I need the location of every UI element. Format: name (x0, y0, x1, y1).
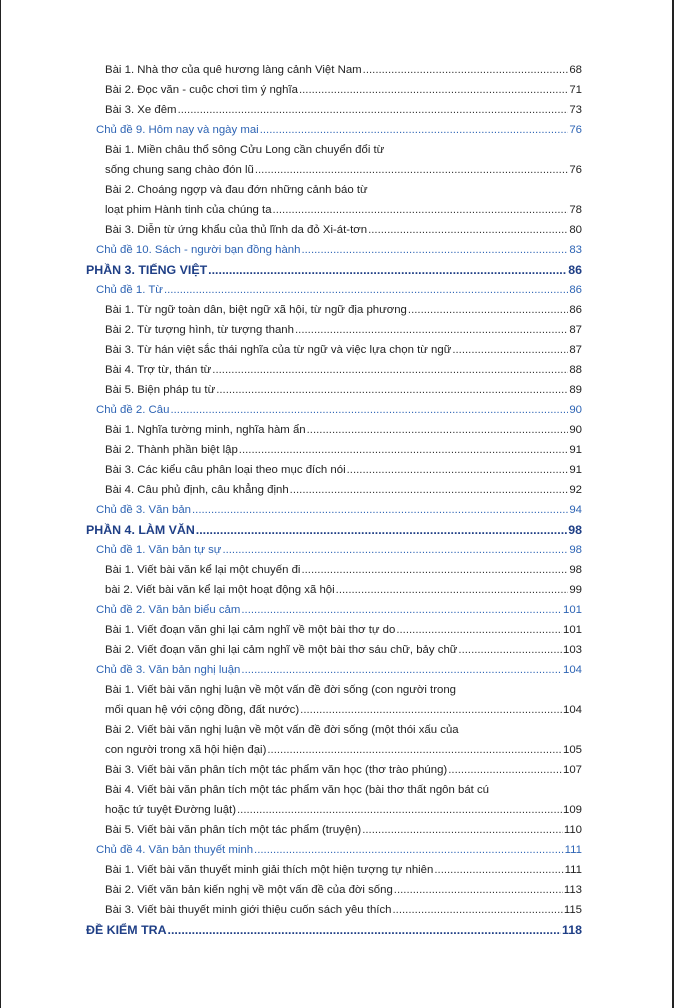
toc-part-row (86, 260, 582, 280)
toc-lesson-row (86, 80, 582, 100)
toc-page-number: 115 (563, 904, 582, 916)
toc-page-number: 101 (562, 624, 582, 636)
toc-entry-title: Bài 3. Viết bài văn phân tích một tác phẩm văn học (thơ trào phúng) (105, 764, 448, 776)
dot-leader (452, 340, 568, 360)
toc-page-number: 73 (569, 104, 582, 116)
toc-entry-title: Bài 3. Từ hán việt sắc thái nghĩa của từ ngữ và việc lựa chọn từ ngữ (105, 344, 452, 356)
toc-entry-title: Chủ đề 2. Câu (96, 404, 170, 416)
toc-entry-title: Bài 1. Viết bài văn nghị luận về một vấn đề đời sống (con người trong (105, 684, 456, 696)
toc-part-row (86, 920, 582, 940)
dot-leader (290, 480, 569, 500)
toc-topic-row (86, 600, 582, 620)
toc-lesson-row (86, 760, 582, 780)
dot-leader (301, 240, 568, 260)
dot-leader (299, 80, 568, 100)
dot-leader (363, 60, 569, 80)
toc-entry-title: Chủ đề 9. Hôm nay và ngày mai (96, 124, 259, 136)
toc-entry-title: Bài 1. Viết đoạn văn ghi lại cảm nghĩ về một bài thơ tự do (105, 624, 396, 636)
dot-leader (212, 360, 568, 380)
toc-page-number: 109 (562, 804, 582, 816)
toc-topic-row (86, 840, 582, 860)
toc-entry-title: hoặc tứ tuyệt Đường luật) (105, 804, 236, 816)
toc-entry-title: loạt phim Hành tinh của chúng ta (105, 204, 272, 216)
dot-leader (336, 580, 569, 600)
dot-leader (241, 660, 562, 680)
toc-lesson-row (86, 880, 582, 900)
toc-lesson-row (86, 800, 582, 820)
toc-page-number: 88 (569, 364, 582, 376)
toc-cont-row (86, 180, 582, 200)
toc-entry-title: PHẦN 3. TIẾNG VIỆT (86, 263, 208, 277)
toc-lesson-row (86, 200, 582, 220)
dot-leader (307, 420, 569, 440)
toc-page-number: 83 (569, 244, 582, 256)
toc-page-number: 86 (568, 263, 582, 277)
toc-page-number: 98 (569, 564, 582, 576)
dot-leader (396, 620, 562, 640)
toc-lesson-row (86, 340, 582, 360)
toc-page-number: 113 (563, 884, 582, 896)
toc-topic-row (86, 240, 582, 260)
dot-leader (237, 800, 562, 820)
toc-lesson-row (86, 380, 582, 400)
dot-leader (394, 880, 563, 900)
toc-entry-title: bài 2. Viết bài văn kể lại một hoạt động xã hội (105, 584, 335, 596)
toc-page-number: 110 (563, 824, 582, 836)
toc-page-number: 89 (569, 384, 582, 396)
toc-entry-title: Chủ đề 1. Văn bản tự sự (96, 544, 222, 556)
toc-entry-title: Bài 1. Nhà thơ của quê hương làng cảnh Việt Nam (105, 64, 362, 76)
dot-leader (168, 920, 561, 940)
toc-page-number: 101 (562, 604, 582, 616)
toc-page-number: 90 (569, 404, 582, 416)
toc-lesson-row (86, 740, 582, 760)
toc-entry-title: Bài 2. Choáng ngợp và đau đớn những cảnh báo từ (105, 184, 368, 196)
toc-page-number: 118 (562, 923, 582, 937)
dot-leader (241, 600, 562, 620)
dot-leader (368, 220, 568, 240)
dot-leader (192, 500, 568, 520)
toc-page-number: 76 (569, 124, 582, 136)
toc-entry-title: mối quan hệ với cộng đồng, đất nước) (105, 704, 300, 716)
toc-topic-row (86, 540, 582, 560)
dot-leader (448, 760, 562, 780)
toc-entry-title: Chủ đề 4. Văn bản thuyết minh (96, 844, 254, 856)
toc-page-number: 68 (569, 64, 582, 76)
toc-page-number: 86 (569, 284, 582, 296)
toc-page-number: 87 (569, 324, 582, 336)
toc-entry-title: Bài 1. Miền châu thổ sông Cửu Long cần chuyển đổi từ (105, 144, 385, 156)
toc-entry-title: Bài 3. Các kiểu câu phân loại theo mục đích nói (105, 464, 346, 476)
toc-lesson-row (86, 620, 582, 640)
toc-entry-title: Bài 3. Xe đêm (105, 104, 177, 116)
toc-entry-title: Bài 2. Thành phần biệt lập (105, 444, 238, 456)
toc-lesson-row (86, 640, 582, 660)
toc-entry-title: ĐỀ KIỂM TRA (86, 923, 167, 937)
page-left-edge (0, 0, 1, 1008)
dot-leader (273, 200, 569, 220)
toc-entry-title: PHẦN 4. LÀM VĂN (86, 523, 195, 537)
toc-page-number: 92 (569, 484, 582, 496)
toc-lesson-row (86, 860, 582, 880)
toc-lesson-row (86, 300, 582, 320)
dot-leader (178, 100, 569, 120)
toc-entry-title: Bài 5. Biện pháp tu từ (105, 384, 216, 396)
toc-lesson-row (86, 60, 582, 80)
toc-page-number: 104 (562, 704, 582, 716)
toc-entry-title: Chủ đề 3. Văn bản nghị luận (96, 664, 241, 676)
toc-entry-title: Bài 1. Viết bài văn kể lại một chuyến đi (105, 564, 301, 576)
toc-entry-title: Bài 4. Viết bài văn phân tích một tác phẩm văn học (bài thơ thất ngôn bát cú (105, 784, 490, 796)
toc-lesson-row (86, 900, 582, 920)
dot-leader (267, 740, 562, 760)
toc-page-number: 86 (569, 304, 582, 316)
dot-leader (239, 440, 569, 460)
dot-leader (260, 120, 569, 140)
toc-lesson-row (86, 560, 582, 580)
toc-topic-row (86, 500, 582, 520)
toc-entry-title: Bài 1. Viết bài văn thuyết minh giải thích một hiện tượng tự nhiên (105, 864, 434, 876)
dot-leader (295, 320, 568, 340)
dot-leader (196, 520, 567, 540)
toc-lesson-row (86, 360, 582, 380)
toc-page-number: 71 (569, 84, 582, 96)
toc-lesson-row (86, 580, 582, 600)
dot-leader (208, 260, 567, 280)
toc-entry-title: Bài 5. Viết bài văn phân tích một tác phẩm (truyện) (105, 824, 362, 836)
table-of-contents (86, 60, 582, 940)
toc-cont-row (86, 780, 582, 800)
toc-page-number: 111 (564, 844, 582, 856)
toc-entry-title: Bài 2. Viết bài văn nghị luận về một vấn đề đời sống (một thói xấu của (105, 724, 459, 736)
toc-lesson-row (86, 320, 582, 340)
dot-leader (254, 840, 564, 860)
dot-leader (164, 280, 568, 300)
toc-entry-title: Bài 2. Đọc văn - cuộc chơi tìm ý nghĩa (105, 84, 298, 96)
toc-entry-title: Chủ đề 10. Sách - người bạn đồng hành (96, 244, 301, 256)
toc-entry-title: Bài 3. Diễn từ ứng khẩu của thủ lĩnh da đỏ Xi-át-tơn (105, 224, 368, 236)
dot-leader (216, 380, 568, 400)
toc-page-number: 76 (569, 164, 582, 176)
toc-topic-row (86, 400, 582, 420)
toc-entry-title: Chủ đề 2. Văn bản biểu cảm (96, 604, 241, 616)
toc-topic-row (86, 280, 582, 300)
toc-page-number: 99 (569, 584, 582, 596)
toc-part-row (86, 520, 582, 540)
toc-page-number: 91 (569, 444, 582, 456)
dot-leader (301, 560, 568, 580)
dot-leader (458, 640, 562, 660)
toc-topic-row (86, 660, 582, 680)
toc-page-number: 87 (569, 344, 582, 356)
toc-page-number: 90 (569, 424, 582, 436)
dot-leader (362, 820, 563, 840)
toc-page-number: 98 (569, 544, 582, 556)
toc-entry-title: Bài 2. Từ tượng hình, từ tượng thanh (105, 324, 294, 336)
dot-leader (170, 400, 568, 420)
toc-cont-row (86, 140, 582, 160)
dot-leader (255, 160, 568, 180)
dot-leader (408, 300, 568, 320)
toc-entry-title: Bài 4. Trợ từ, thán từ (105, 364, 212, 376)
toc-lesson-row (86, 820, 582, 840)
toc-page-number: 111 (564, 864, 582, 876)
toc-entry-title: Bài 2. Viết đoạn văn ghi lại cảm nghĩ về một bài thơ sáu chữ, bảy chữ (105, 644, 458, 656)
toc-lesson-row (86, 420, 582, 440)
toc-entry-title: Chủ đề 3. Văn bản (96, 504, 191, 516)
toc-entry-title: Bài 1. Nghĩa tường minh, nghĩa hàm ẩn (105, 424, 306, 436)
toc-lesson-row (86, 460, 582, 480)
toc-cont-row (86, 720, 582, 740)
toc-entry-title: Bài 3. Viết bài thuyết minh giới thiệu cuốn sách yêu thích (105, 904, 392, 916)
dot-leader (300, 700, 562, 720)
toc-entry-title: Bài 1. Từ ngữ toàn dân, biệt ngữ xã hội, từ ngữ địa phương (105, 304, 407, 316)
toc-entry-title: con người trong xã hội hiện đại) (105, 744, 267, 756)
dot-leader (393, 900, 563, 920)
toc-entry-title: Bài 2. Viết văn bản kiến nghị về một vấn đề của đời sống (105, 884, 393, 896)
toc-entry-title: Chủ đề 1. Từ (96, 284, 163, 296)
toc-page-number: 91 (569, 464, 582, 476)
dot-leader (222, 540, 568, 560)
toc-lesson-row (86, 700, 582, 720)
toc-lesson-row (86, 480, 582, 500)
toc-lesson-row (86, 220, 582, 240)
toc-page-number: 94 (569, 504, 582, 516)
toc-page-number: 80 (569, 224, 582, 236)
toc-lesson-row (86, 100, 582, 120)
toc-topic-row (86, 120, 582, 140)
dot-leader (434, 860, 563, 880)
toc-page-number: 98 (568, 523, 582, 537)
toc-lesson-row (86, 440, 582, 460)
toc-page-number: 103 (562, 644, 582, 656)
toc-entry-title: Bài 4. Câu phủ định, câu khẳng định (105, 484, 289, 496)
toc-entry-title: sống chung sang chào đón lũ (105, 164, 254, 176)
toc-page-number: 78 (569, 204, 582, 216)
toc-page-number: 107 (562, 764, 582, 776)
toc-page-number: 104 (562, 664, 582, 676)
dot-leader (347, 460, 569, 480)
toc-cont-row (86, 680, 582, 700)
toc-lesson-row (86, 160, 582, 180)
toc-page-number: 105 (562, 744, 582, 756)
